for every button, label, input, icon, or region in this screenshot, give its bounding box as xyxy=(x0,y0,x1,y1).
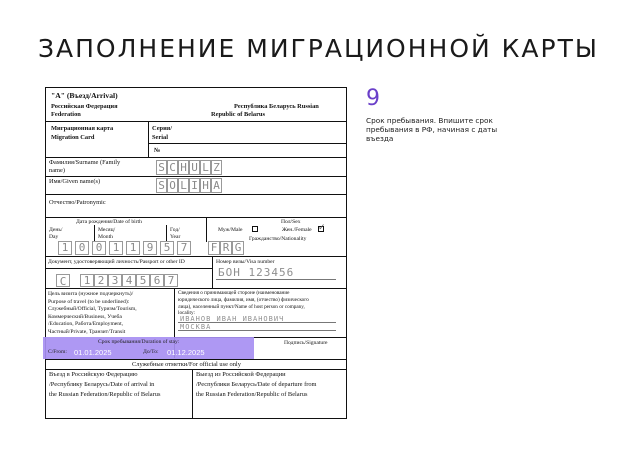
surname-char-cell: U xyxy=(189,160,200,175)
given-name-label: Имя/Given name(s) xyxy=(49,178,101,185)
divider xyxy=(46,194,346,195)
belarus-en-label: Republic of Belarus xyxy=(211,111,265,118)
given-name-char-cell: H xyxy=(200,178,211,193)
year-label: Год/ xyxy=(170,227,180,233)
divider xyxy=(166,225,167,242)
serial-label: Серия/ xyxy=(152,125,172,132)
divider xyxy=(206,217,207,242)
exit-date-line: the Russian Federation/Republic of Belarus xyxy=(196,391,308,398)
dob-digit-cell: 1 xyxy=(109,241,123,255)
card-label-ru: Миграционная карта xyxy=(51,125,114,132)
entry-date-line: the Russian Federation/Republic of Belarus xyxy=(49,391,161,398)
host-info-line: locality: xyxy=(178,310,195,317)
divider xyxy=(46,217,346,218)
step-instruction: Срок пребывания. Впишите срок пребывания в РФ, начиная с даты въезда xyxy=(366,116,498,143)
card-type-label: "А" (Въезд/Arrival) xyxy=(51,91,118,100)
entry-date-line: /Республику Беларусь/Date of arrival in xyxy=(49,381,155,388)
dob-digit-cell: 1 xyxy=(126,241,140,255)
divider xyxy=(46,121,346,122)
divider xyxy=(212,256,213,288)
nationality-char-cell: R xyxy=(220,241,232,255)
divider xyxy=(94,225,95,242)
dob-digit-cell: 9 xyxy=(143,241,157,255)
host-info-line: лица), населенный пункт/Name of host person or company, xyxy=(178,303,305,310)
step-number: 9 xyxy=(366,86,380,111)
divider xyxy=(46,176,346,177)
given-name-char-cell: L xyxy=(178,178,189,193)
divider xyxy=(148,143,346,144)
divider xyxy=(46,288,346,289)
passport-digit-cell: 6 xyxy=(150,274,164,287)
card-label-en: Migration Card xyxy=(51,134,95,141)
to-date-value: 01.12.2025 xyxy=(167,348,205,357)
sex-label: Пол/Sex xyxy=(281,219,301,225)
divider xyxy=(46,268,212,269)
exit-date-line: Выезд из Российской Федерации xyxy=(196,371,286,378)
host-info-line: юридического лица, фамилия, имя, (отчество) физического xyxy=(178,296,309,303)
passport-digit-cell: 2 xyxy=(94,274,108,287)
surname-char-cell: Z xyxy=(211,160,222,175)
dob-digit-cell: 0 xyxy=(75,241,89,255)
from-date-value: 01.01.2025 xyxy=(74,348,112,357)
stay-label: Срок пребывания/Duration of stay: xyxy=(98,339,180,345)
passport-digit-cell: 1 xyxy=(80,274,94,287)
host-info-line: Сведения о принимающей стороне (наименование xyxy=(178,290,290,296)
to-label: До/To: xyxy=(143,349,159,355)
check-mark-icon: ✓ xyxy=(318,222,326,232)
purpose-line: Частный/Private, Транзит/Transit xyxy=(48,328,126,335)
purpose-line: Purpose of travel (to be underlined): xyxy=(48,298,130,305)
given-name-char-cell: O xyxy=(167,178,178,193)
passport-digit-cell: 7 xyxy=(164,274,178,287)
dob-label: Дата рождения/Date of birth xyxy=(76,219,142,225)
signature-label: Подпись/Signature xyxy=(284,340,328,346)
visa-label: Номер визы/Visa number xyxy=(216,259,275,265)
day-label: День/ xyxy=(49,227,63,233)
host-city-value: МОСКВА xyxy=(180,323,212,331)
divider xyxy=(46,157,346,158)
purpose-line: Служебный/Official, Туризм/Tourism, xyxy=(48,306,137,312)
federation-ru: Российская Федерация xyxy=(51,103,118,110)
surname-label: Фамилия/Surname (Family xyxy=(49,159,121,166)
number-label: № xyxy=(154,147,161,154)
surname-char-cell: S xyxy=(156,160,167,175)
divider xyxy=(46,369,346,370)
given-name-char-cell: I xyxy=(189,178,200,193)
dob-digit-cell: 1 xyxy=(58,241,72,255)
dob-digit-cell: 5 xyxy=(160,241,174,255)
underline xyxy=(178,330,336,331)
purpose-line: Коммерческий/Business, Учеба xyxy=(48,313,122,320)
passport-series-cell: C xyxy=(56,274,70,287)
nationality-char-cell: F xyxy=(208,241,220,255)
underline xyxy=(216,279,336,280)
male-checkbox[interactable] xyxy=(252,226,258,232)
month-label-en: Month xyxy=(98,234,113,240)
surname-label-2: name) xyxy=(49,167,65,174)
exit-date-line: /Республики Беларусь/Date of departure from xyxy=(196,381,317,388)
given-name-char-cell: S xyxy=(156,178,167,193)
surname-char-cell: L xyxy=(200,160,211,175)
divider xyxy=(192,369,193,418)
dob-digit-cell: 0 xyxy=(92,241,106,255)
divider xyxy=(46,256,346,257)
host-name-value: ИВАНОВ ИВАН ИВАНОВИЧ xyxy=(180,315,285,323)
day-label-en: Day xyxy=(49,234,59,240)
serial-label-en: Serial xyxy=(152,134,168,141)
surname-char-cell: H xyxy=(178,160,189,175)
belarus-label: Республика Беларусь Russian xyxy=(234,103,319,110)
nationality-label: Гражданство/Nationality xyxy=(249,236,307,242)
passport-label: Документ, удостоверяющий личность/Passport or other ID xyxy=(48,259,185,265)
year-label-en: Year xyxy=(170,234,181,240)
passport-digit-cell: 5 xyxy=(136,274,150,287)
female-label: Жен./Female xyxy=(282,227,312,233)
month-label: Месяц/ xyxy=(98,227,116,233)
visa-number-value: БОН 123456 xyxy=(218,266,295,279)
federation-en: Federation xyxy=(51,111,81,118)
given-name-char-cell: A xyxy=(211,178,222,193)
surname-char-cell: C xyxy=(167,160,178,175)
purpose-line: /Education, Работа/Employment, xyxy=(48,321,124,327)
page-title: ЗАПОЛНЕНИЕ МИГРАЦИОННОЙ КАРТЫ xyxy=(38,34,599,63)
patronymic-label: Отчество/Patronymic xyxy=(49,199,106,206)
purpose-line: Цель визита (нужное подчеркнуть)/ xyxy=(48,291,134,297)
official-use-label: Служебные отметки/For official use only xyxy=(132,361,241,368)
male-label: Муж/Male xyxy=(218,227,243,233)
migration-card xyxy=(45,87,347,419)
divider xyxy=(46,359,346,360)
dob-digit-cell: 7 xyxy=(177,241,191,255)
divider xyxy=(148,121,149,157)
nationality-char-cell: G xyxy=(232,241,244,255)
passport-digit-cell: 3 xyxy=(108,274,122,287)
from-label: С/From: xyxy=(48,349,67,355)
female-checkbox[interactable] xyxy=(318,222,326,232)
passport-digit-cell: 4 xyxy=(122,274,136,287)
entry-date-line: Въезд в Российскую Федерацию xyxy=(49,371,138,378)
